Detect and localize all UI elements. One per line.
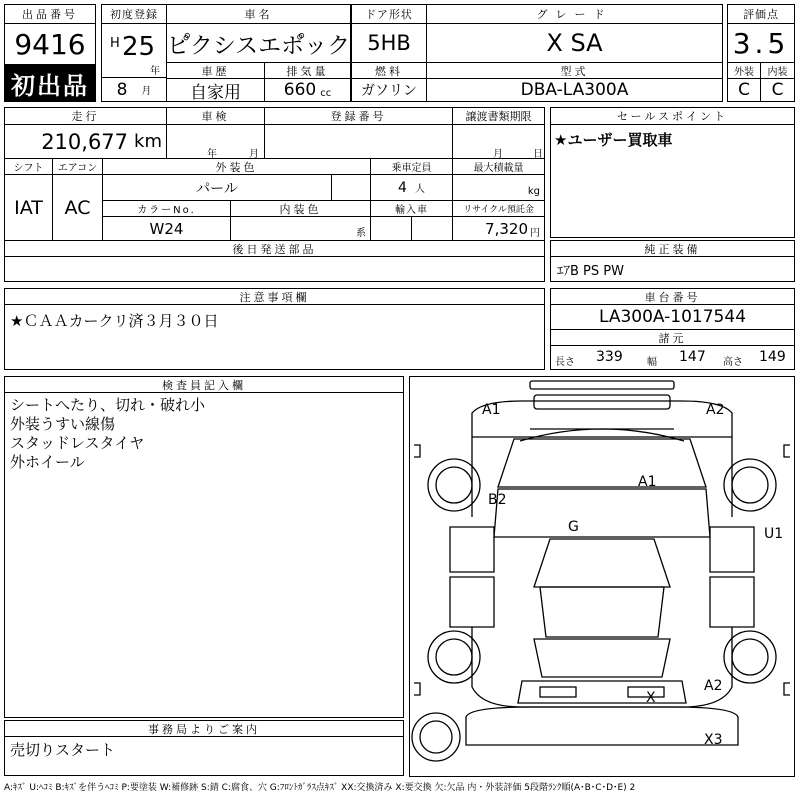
recycle-unit: 円 bbox=[530, 228, 540, 239]
ext-color: パール bbox=[102, 174, 332, 201]
sales-point-header: セールスポイント bbox=[550, 107, 795, 125]
displacement: 660 bbox=[283, 80, 317, 100]
recycle-fee: 7,320 bbox=[485, 219, 528, 238]
aircon-header: エアコン bbox=[52, 158, 103, 175]
transfer-month-unit: 月 bbox=[493, 149, 503, 159]
first-listing-badge: 初出品 bbox=[4, 64, 96, 102]
max-load-header: 最大積載量 bbox=[452, 158, 545, 175]
capacity-cell bbox=[370, 174, 453, 201]
mileage-cell bbox=[4, 124, 167, 159]
inspection-cell bbox=[166, 124, 265, 159]
history-header: 車歴 bbox=[166, 62, 265, 79]
mileage-header: 走行 bbox=[4, 107, 167, 125]
mark-rear-bumper: X3 bbox=[704, 732, 723, 748]
grade: X SA bbox=[426, 23, 723, 63]
recycle-header: リサイクル預託金 bbox=[452, 200, 545, 217]
lot-number-header: 出品番号 bbox=[4, 4, 96, 24]
chassis-header: 車台番号 bbox=[550, 288, 795, 305]
office-header: 事務局よりご案内 bbox=[4, 720, 404, 737]
first-reg-month-cell bbox=[101, 77, 167, 102]
length-label: 長さ bbox=[555, 357, 575, 368]
recycle-cell bbox=[452, 216, 545, 241]
width: 147 bbox=[679, 349, 706, 365]
width-label: 幅 bbox=[647, 357, 657, 368]
displacement-cell bbox=[264, 78, 351, 102]
max-load-cell bbox=[452, 174, 545, 201]
color-no-header: カラーNo. bbox=[102, 200, 231, 217]
int-color-cell bbox=[230, 216, 371, 241]
interior-score-header: 内装 bbox=[760, 62, 795, 79]
inspector-header: 検査員記入欄 bbox=[4, 376, 404, 393]
dims-cell bbox=[550, 345, 795, 370]
mileage: 210,677 bbox=[41, 129, 129, 154]
car-name: ピ゚クシスエポ゚ック bbox=[166, 23, 351, 63]
door-type: 5HB bbox=[351, 23, 427, 63]
ext-color-extra bbox=[331, 174, 371, 201]
height-label: 高さ bbox=[723, 357, 743, 368]
mark-windshield: G bbox=[568, 519, 579, 535]
reg-year: 25 bbox=[122, 32, 156, 62]
grade-header: グレード bbox=[426, 4, 723, 24]
capacity: 4 bbox=[398, 179, 407, 196]
model-code: DBA-LA300A bbox=[426, 78, 723, 102]
score-header: 評価点 bbox=[727, 4, 795, 24]
history: 自家用 bbox=[166, 78, 265, 102]
car-outline-svg bbox=[410, 377, 794, 776]
era-letter: H bbox=[110, 36, 120, 51]
reg-number-header: 登録番号 bbox=[264, 107, 453, 125]
overall-score: 3.5 bbox=[727, 23, 795, 63]
transfer-day-unit: 日 bbox=[533, 149, 543, 159]
aircon: AC bbox=[52, 174, 103, 241]
mark-right-door: U1 bbox=[764, 526, 784, 542]
sales-point-box bbox=[550, 124, 795, 238]
mark-rear-part: X bbox=[646, 690, 656, 706]
reg-month-unit: 月 bbox=[141, 86, 152, 97]
import-cell-b bbox=[411, 216, 453, 241]
interior-score: C bbox=[760, 78, 795, 102]
transfer-doc-header: 譲渡書類期限 bbox=[452, 107, 545, 125]
mark-roof: A1 bbox=[638, 474, 657, 490]
capacity-header: 乗車定員 bbox=[370, 158, 453, 175]
exterior-score-header: 外装 bbox=[727, 62, 761, 79]
reg-year-unit: 年 bbox=[150, 66, 160, 77]
inspection-year-unit: 年 bbox=[207, 149, 217, 159]
reg-month: 8 bbox=[116, 79, 128, 100]
mark-front-left: A1 bbox=[482, 402, 501, 418]
transfer-doc-cell bbox=[452, 124, 545, 159]
dims-header: 諸元 bbox=[550, 329, 795, 346]
ext-color-header: 外装色 bbox=[102, 158, 371, 175]
genuine-header: 純正装備 bbox=[550, 240, 795, 257]
car-name-header: 車名 bbox=[166, 4, 351, 24]
inspector-notes: シートへたり、切れ・破れ小 外装うすい線傷 スタッドレスタイヤ 外ホイール bbox=[10, 396, 206, 471]
caution-box bbox=[4, 304, 545, 370]
genuine-equipment: ｴｱB PS PW bbox=[550, 256, 795, 282]
mark-left-front-door: B2 bbox=[488, 492, 507, 508]
int-color-header: 内装色 bbox=[230, 200, 371, 217]
first-reg-year-cell bbox=[101, 23, 167, 78]
later-parts bbox=[4, 256, 545, 282]
fuel: ガソリン bbox=[351, 78, 427, 102]
sales-point-text: ★ユーザー買取車 bbox=[554, 131, 673, 149]
inspection-month-unit: 月 bbox=[249, 149, 259, 159]
model-header: 型式 bbox=[426, 62, 723, 79]
exterior-score: C bbox=[727, 78, 761, 102]
height: 149 bbox=[759, 349, 786, 365]
import-cell-a bbox=[370, 216, 412, 241]
int-color-unit: 系 bbox=[356, 228, 366, 239]
later-parts-header: 後日発送部品 bbox=[4, 240, 545, 257]
damage-diagram bbox=[409, 376, 795, 777]
legend: A:ｷｽﾞ U:ﾍｺﾐ B:ｷｽﾞを伴うﾍｺﾐ P:要塗装 W:補修跡 S:錆 C:腐食、穴 G:ﾌﾛﾝﾄｶﾞﾗｽ点ｷｽﾞ XX:交換済み X:要交換 欠:欠品 内・外装評価 5段階ﾗﾝｸ順(A･B･C･D･E) 2 bbox=[4, 783, 636, 793]
shift: IAT bbox=[4, 174, 53, 241]
mileage-unit: km bbox=[134, 131, 162, 152]
color-no: W24 bbox=[102, 216, 231, 241]
fuel-header: 燃料 bbox=[351, 62, 427, 79]
door-header: ドア形状 bbox=[351, 4, 427, 24]
import-header: 輸入車 bbox=[370, 200, 453, 217]
caution-header: 注意事項欄 bbox=[4, 288, 545, 305]
mark-rear-right: A2 bbox=[704, 678, 723, 694]
caution-text: ★ＣＡＡカークリ済３月３０日 bbox=[10, 312, 219, 330]
office-text: 売切りスタート bbox=[10, 741, 116, 759]
capacity-unit: 人 bbox=[414, 184, 425, 195]
inspection-header: 車検 bbox=[166, 107, 265, 125]
displacement-header: 排気量 bbox=[264, 62, 351, 79]
office-box bbox=[4, 736, 404, 776]
reg-number bbox=[264, 124, 453, 159]
mark-front-right: A2 bbox=[706, 402, 725, 418]
first-reg-header: 初度登録 bbox=[101, 4, 167, 24]
inspector-box bbox=[4, 392, 404, 718]
length: 339 bbox=[596, 349, 623, 365]
max-load-unit: kg bbox=[527, 186, 540, 197]
shift-header: シフト bbox=[4, 158, 53, 175]
lot-number: 9416 bbox=[4, 23, 96, 65]
chassis-number: LA300A-1017544 bbox=[550, 304, 795, 330]
displacement-unit: cc bbox=[320, 87, 332, 99]
